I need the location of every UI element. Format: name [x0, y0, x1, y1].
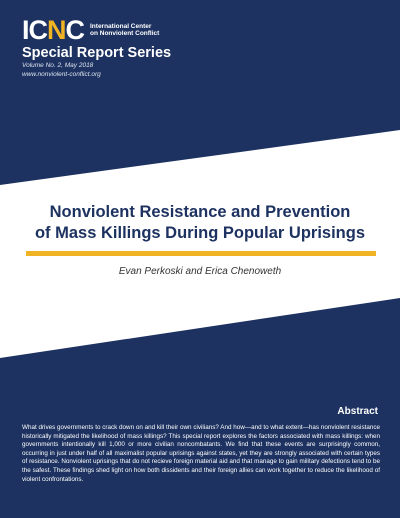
title-line2: of Mass Killings During Popular Uprisings [34, 224, 366, 242]
series-title: Special Report Series [22, 45, 172, 61]
abstract-body: What drives governments to crack down on and kill their own civilians? And how—and to what extent—has nonviolent resistance historically mitigated the likelihood of mass killings? This special report explores the factors associated with mass killings: when governments intentionally kill 1,000 or more civilian noncombatants. We find that these events are surprisingly common, occurring in just under half of all maximalist popular uprisings against states, yet they are strongly associated with certain types of resistance. Nonviolent uprisings that do not recieve foreign material aid and that manage to gain military defections tend to be the safest. These findings shed light on how both dissidents and their foreign allies can work together to reduce the likelihood of violent confrontations. [22, 424, 380, 483]
logo-accent-letter: N [47, 15, 66, 45]
logo-prefix: IC [22, 15, 47, 45]
report-title [20, 202, 380, 244]
volume-info: Volume No. 2, May 2018 [22, 62, 94, 69]
org-name-line1: International Center [90, 22, 152, 30]
title-line1: Nonviolent Resistance and Prevention [49, 203, 351, 221]
cover-header [22, 16, 171, 79]
abstract-heading: Abstract [337, 406, 378, 417]
title-underline-rule [26, 251, 376, 256]
website-link[interactable]: www.nonviolent-conflict.org [22, 71, 101, 78]
authors: Evan Perkoski and Erica Chenoweth [118, 266, 282, 277]
logo-suffix: C [65, 15, 84, 45]
logo-row [22, 16, 171, 44]
org-name [90, 23, 159, 38]
org-name-line2: on Nonviolent Conflict [90, 30, 160, 37]
icnc-logo [22, 16, 84, 44]
